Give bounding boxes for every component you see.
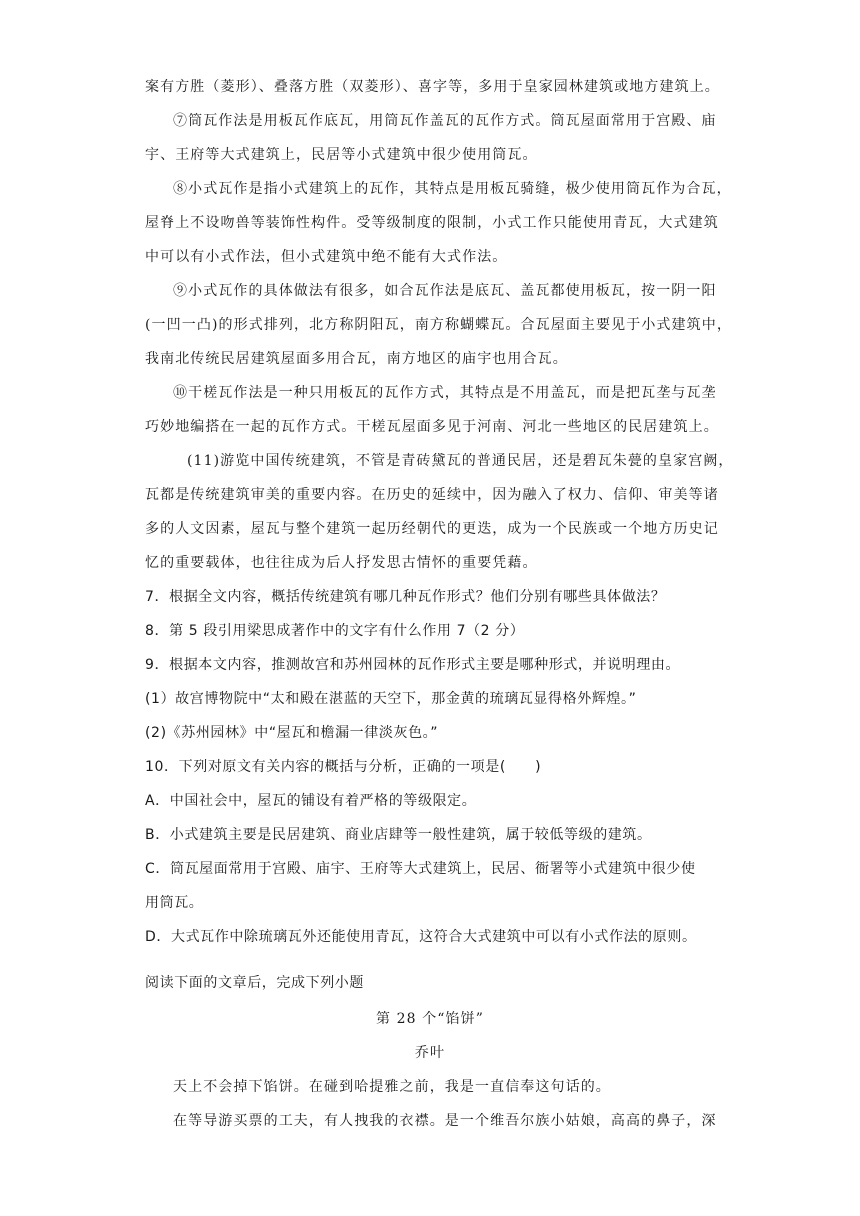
- passage-paragraph-8-line-3: 中可以有小式作法，但小式建筑中绝不能有大式作法。: [145, 249, 508, 265]
- passage-paragraph-7-line-2: 宇、王府等大式建筑上，民居等小式建筑中很少使用筒瓦。: [145, 147, 538, 163]
- passage-paragraph-8-line-1: ⑧小式瓦作是指小式建筑上的瓦作，其特点是用板瓦骑缝，极少使用筒瓦作为合瓦，: [173, 181, 732, 197]
- article-paragraph-1: 天上不会掉下馅饼。在碰到哈提雅之前，我是一直信奉这句话的。: [173, 1079, 611, 1095]
- question-10-option-d: D．大式瓦作中除琉璃瓦外还能使用青瓦，这符合大式建筑中可以有小式作法的原则。: [145, 929, 697, 945]
- article-paragraph-2-line-1: 在等导游买票的工夫，有人拽我的衣襟。是一个维吾尔族小姑娘，高高的鼻子，深: [173, 1113, 717, 1129]
- passage-paragraph-6-tail: 案有方胜（菱形）、叠落方胜（双菱形）、喜字等，多用于皇家园林建筑或地方建筑上。: [145, 79, 720, 95]
- article-title: 第 28 个“馅饼”: [375, 1011, 485, 1027]
- passage-paragraph-9-line-1: ⑨小式瓦作的具体做法有很多，如合瓦作法是底瓦、盖瓦都使用板瓦，按一阴一阳: [173, 283, 717, 299]
- passage-paragraph-9-line-2: (一凹一凸)的形式排列，北方称阴阳瓦，南方称蝴蝶瓦。合瓦屋面主要见于小式建筑中，: [145, 317, 732, 333]
- question-9: 9．根据本文内容，推测故宫和苏州园林的瓦作形式主要是哪种形式，并说明理由。: [145, 657, 681, 673]
- question-10-option-c-line-2: 用筒瓦。: [145, 895, 204, 911]
- passage-paragraph-10-line-2: 巧妙地编搭在一起的瓦作方式。干槎瓦屋面多见于河南、河北一些地区的民居建筑上。: [145, 419, 719, 435]
- reading-instruction: 阅读下面的文章后，完成下列小题: [145, 975, 364, 991]
- document-page: [145, 70, 734, 1138]
- question-7: 7．根据全文内容，概括传统建筑有哪几种瓦作形式？他们分别有哪些具体做法？: [145, 589, 666, 605]
- question-10-option-a: A．中国社会中，屋瓦的铺设有着严格的等级限定。: [145, 793, 477, 809]
- question-10-option-b: B．小式建筑主要是民居建筑、商业店肆等一般性建筑，属于较低等级的建筑。: [145, 827, 652, 843]
- passage-paragraph-7-line-1: ⑦筒瓦作法是用板瓦作底瓦，用筒瓦作盖瓦的瓦作方式。筒瓦屋面常用于宫殿、庙: [173, 113, 717, 129]
- question-10: 10．下列对原文有关内容的概括与分析，正确的一项是( ): [145, 759, 542, 775]
- question-10-option-c-line-1: C．筒瓦屋面常用于宫殿、庙宇、王府等大式建筑上，民居、衙署等小式建筑中很少使: [145, 861, 696, 877]
- question-9-item-2: (2)《苏州园林》中“屋瓦和檐漏一律淡灰色。”: [145, 725, 439, 741]
- article-author: 乔叶: [414, 1045, 446, 1061]
- passage-paragraph-9-line-3: 我南北传统民居建筑屋面多用合瓦，南方地区的庙宇也用合瓦。: [145, 351, 568, 367]
- question-8: 8．第 5 段引用梁思成著作中的文字有什么作用 7（2 分）: [145, 623, 525, 639]
- passage-paragraph-11-line-2: 瓦都是传统建筑审美的重要内容。在历史的延续中，因为融入了权力、信仰、审美等诸: [145, 487, 719, 503]
- passage-paragraph-11-line-4: 忆的重要载体，也往往成为后人抒发思古情怀的重要凭藉。: [145, 555, 538, 571]
- passage-paragraph-8-line-2: 屋脊上不设吻兽等装饰性构件。受等级制度的限制，小式工作只能使用青瓦，大式建筑: [145, 215, 719, 231]
- passage-paragraph-11-line-3: 多的人文因素，屋瓦与整个建筑一起历经朝代的更迭，成为一个民族或一个地方历史记: [145, 521, 719, 537]
- passage-paragraph-11-line-1: (11)游览中国传统建筑，不管是青砖黛瓦的普通民居，还是碧瓦朱甍的皇家宫阙，: [187, 453, 734, 469]
- passage-paragraph-10-line-1: ⑩干槎瓦作法是一种只用板瓦的瓦作方式，其特点是不用盖瓦，而是把瓦垄与瓦垄: [173, 385, 717, 401]
- question-9-item-1: (1）故宫博物院中“太和殿在湛蓝的天空下，那金黄的琉璃瓦显得格外辉煌。”: [145, 691, 637, 707]
